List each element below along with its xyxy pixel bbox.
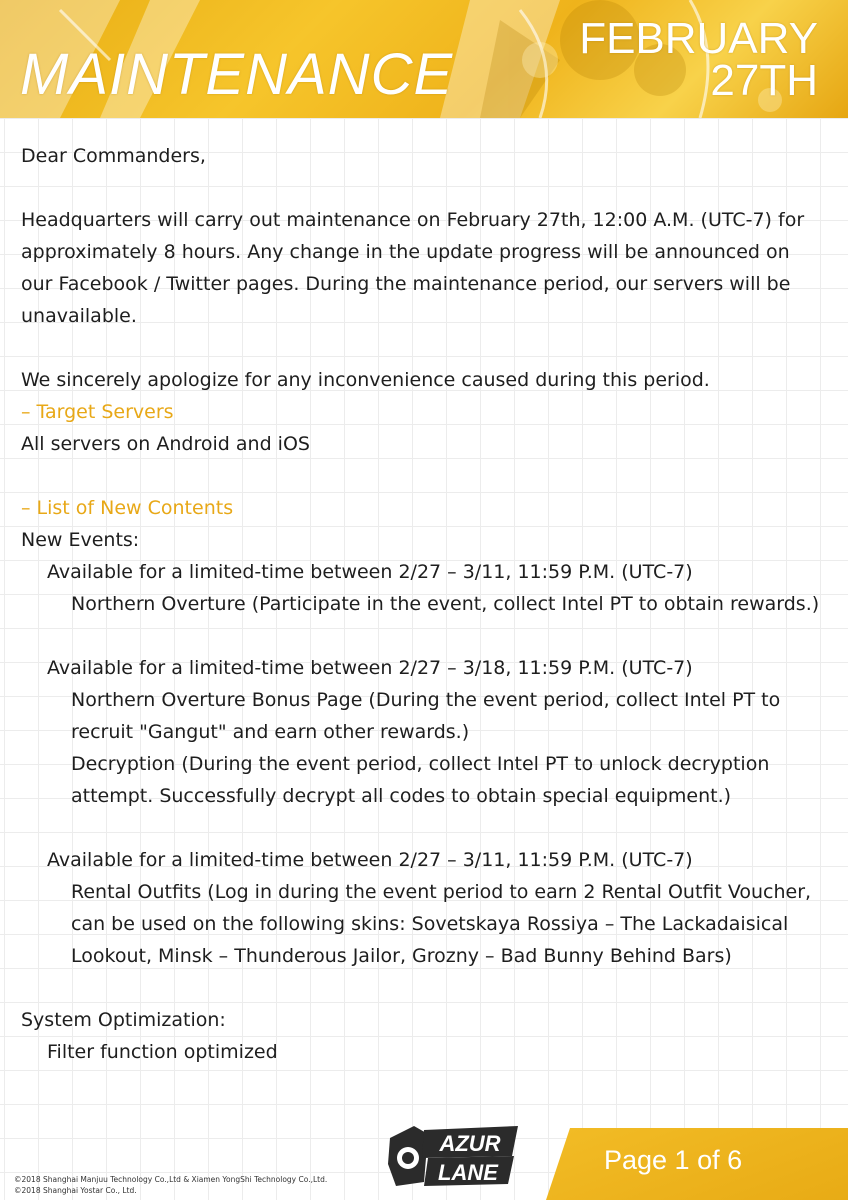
svg-text:AZUR: AZUR (439, 1131, 501, 1156)
intro-paragraph: Headquarters will carry out maintenance on February 27th, 12:00 A.M. (UTC-7) for approximately 8 hours. Any change in the update progress will be announced on our Facebook / Twitter pages. During the maintenance period, our servers will be unavailable. (21, 209, 805, 327)
page-title: MAINTENANCE (20, 42, 454, 107)
new-events-label: New Events: (21, 529, 140, 551)
event-item: Rental Outfits (Log in during the event period to earn 2 Rental Outfit Voucher, can be used on the following skins: Sovetskaya Rossiya – The Lackadaisical Lookout, Minsk – Thunderous Jailor, Grozny – Bad Bunny Behind Bars) (71, 881, 812, 967)
greeting: Dear Commanders, (21, 145, 206, 167)
apology-paragraph: We sincerely apologize for any inconvenience caused during this period. (21, 369, 710, 391)
copyright-line: ©2018 Shanghai Manjuu Technology Co.,Ltd & Xiamen YongShi Technology Co.,Ltd. (14, 1175, 328, 1184)
svg-text:LANE: LANE (438, 1160, 498, 1185)
date-month: FEBRUARY (579, 14, 818, 63)
event-period: Available for a limited-time between 2/27 – 3/18, 11:59 P.M. (UTC-7) (47, 657, 693, 679)
event-period: Available for a limited-time between 2/27 – 3/11, 11:59 P.M. (UTC-7) (47, 849, 693, 871)
copyright (14, 1174, 327, 1196)
event-item: Northern Overture (Participate in the event, collect Intel PT to obtain rewards.) (71, 593, 820, 615)
system-optimization-item: Filter function optimized (47, 1041, 278, 1063)
date-day: 27TH (710, 56, 818, 105)
copyright-line: ©2018 Shanghai Yostar Co., Ltd. (14, 1186, 137, 1195)
target-servers-heading: – Target Servers (21, 401, 174, 423)
page-number: Page 1 of 6 (604, 1145, 743, 1175)
azur-lane-logo (384, 1120, 524, 1190)
event-period: Available for a limited-time between 2/27 – 3/11, 11:59 P.M. (UTC-7) (47, 561, 693, 583)
new-contents-heading: – List of New Contents (21, 497, 234, 519)
maintenance-date (579, 14, 818, 105)
event-item: Decryption (During the event period, collect Intel PT to unlock decryption attempt. Successfully decrypt all codes to obtain special equipment.) (71, 753, 770, 807)
system-optimization-label: System Optimization: (21, 1009, 226, 1031)
header-banner (0, 0, 848, 118)
announcement-body (21, 140, 821, 1068)
target-servers-text: All servers on Android and iOS (21, 433, 310, 455)
event-item: Northern Overture Bonus Page (During the event period, collect Intel PT to recruit "Gangut" and earn other rewards.) (71, 689, 781, 743)
